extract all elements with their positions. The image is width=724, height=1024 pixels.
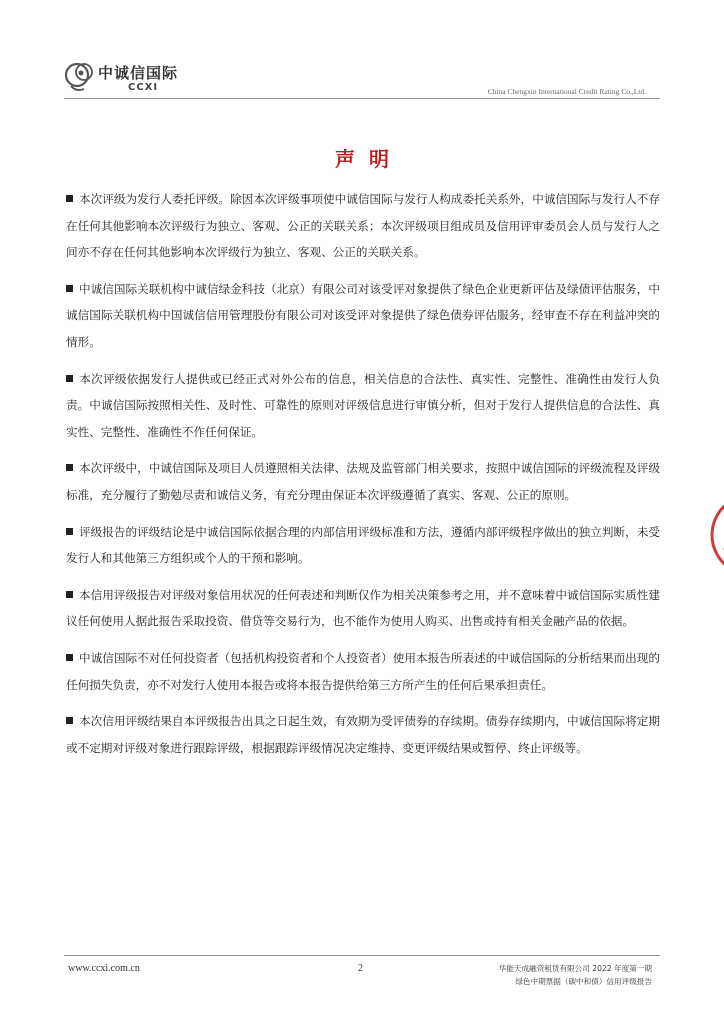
ccxi-logo — [64, 58, 179, 102]
footer-report-line1: 华能天成融资租赁有限公司 2022 年度第一期 — [498, 964, 652, 973]
statement-body — [66, 186, 660, 771]
bullet-icon — [66, 591, 73, 598]
bullet-icon — [66, 195, 73, 202]
statement-paragraph: 中诚信国际关联机构中诚信绿金科技（北京）有限公司对该受评对象提供了绿色企业更新评估及绿债评估服务，中诚信国际关联机构中国诚信信用管理股份有限公司对该受评对象提供了绿色债券评估服务，经审查不存在利益冲突的情形。 — [66, 281, 660, 349]
logo-text-cn: 中诚信国际 — [98, 64, 179, 82]
logo-text-en: CCXI — [128, 82, 159, 93]
bullet-icon — [66, 464, 73, 471]
bullet-icon — [66, 717, 73, 724]
page-title: 声明 — [335, 147, 403, 171]
bullet-icon — [66, 285, 73, 292]
statement-paragraph: 评级报告的评级结论是中诚信国际依据合理的内部信用评级标准和方法，遵循内部评级程序做出的独立判断，未受发行人和其他第三方组织或个人的干预和影响。 — [66, 524, 660, 566]
bullet-icon — [66, 654, 73, 661]
bullet-icon — [66, 528, 73, 535]
header-company-name: China Chengxin International Credit Rating Co.,Ltd. — [487, 87, 646, 96]
footer-website: www.ccxi.com.cn — [68, 963, 140, 974]
statement-paragraph: 本次评级依据发行人提供或已经正式对外公布的信息，相关信息的合法性、真实性、完整性、准确性由发行人负责。中诚信国际按照相关性、及时性、可靠性的原则对评级信息进行审慎分析，但对于发行人提供信息的合法性、真实性、完整性、准确性不作任何保证。 — [66, 371, 660, 439]
ccxi-logo-mark-icon — [64, 58, 98, 94]
footer-divider — [64, 955, 660, 956]
footer-report-line2: 绿色中期票据（碳中和债）信用评级报告 — [515, 977, 652, 986]
footer-report-name — [499, 962, 652, 988]
statement-paragraph: 中诚信国际不对任何投资者（包括机构投资者和个人投资者）使用本报告所表述的中诚信国际的分析结果而出现的任何损失负责，亦不对发行人使用本报告或将本报告提供给第三方所产生的任何后果承担责任。 — [66, 650, 660, 692]
header-divider — [64, 98, 660, 99]
statement-paragraph: 本次评级为发行人委托评级。除因本次评级事项使中诚信国际与发行人构成委托关系外，中诚信国际与发行人不存在任何其他影响本次评级行为独立、客观、公正的关联关系；本次评级项目组成员及信用评审委员会人员与发行人之间亦不存在任何其他影响本次评级行为独立、客观、公正的关联关系。 — [66, 192, 660, 260]
statement-paragraph: 本次评级中，中诚信国际及项目人员遵照相关法律、法规及监管部门相关要求，按照中诚信国际的评级流程及评级标准，充分履行了勤勉尽责和诚信义务，有充分理由保证本次评级遵循了真实、客观、公正的原则。 — [66, 461, 660, 502]
bullet-icon — [66, 375, 73, 382]
statement-paragraph: 本次信用评级结果自本评级报告出具之日起生效，有效期为受评债券的存续期。债券存续期内，中诚信国际将定期或不定期对评级对象进行跟踪评级，根据跟踪评级情况决定维持、变更评级结果或暂停、终止评级等。 — [66, 714, 660, 755]
page-number: 2 — [358, 963, 363, 974]
company-seal-stamp — [708, 490, 724, 580]
statement-paragraph: 本信用评级报告对评级对象信用状况的任何表述和判断仅作为相关决策参考之用，并不意味着中诚信国际实质性建议任何使用人据此报告采取投资、借贷等交易行为，也不能作为使用人购买、出售或持有相关金融产品的依据。 — [66, 587, 660, 629]
